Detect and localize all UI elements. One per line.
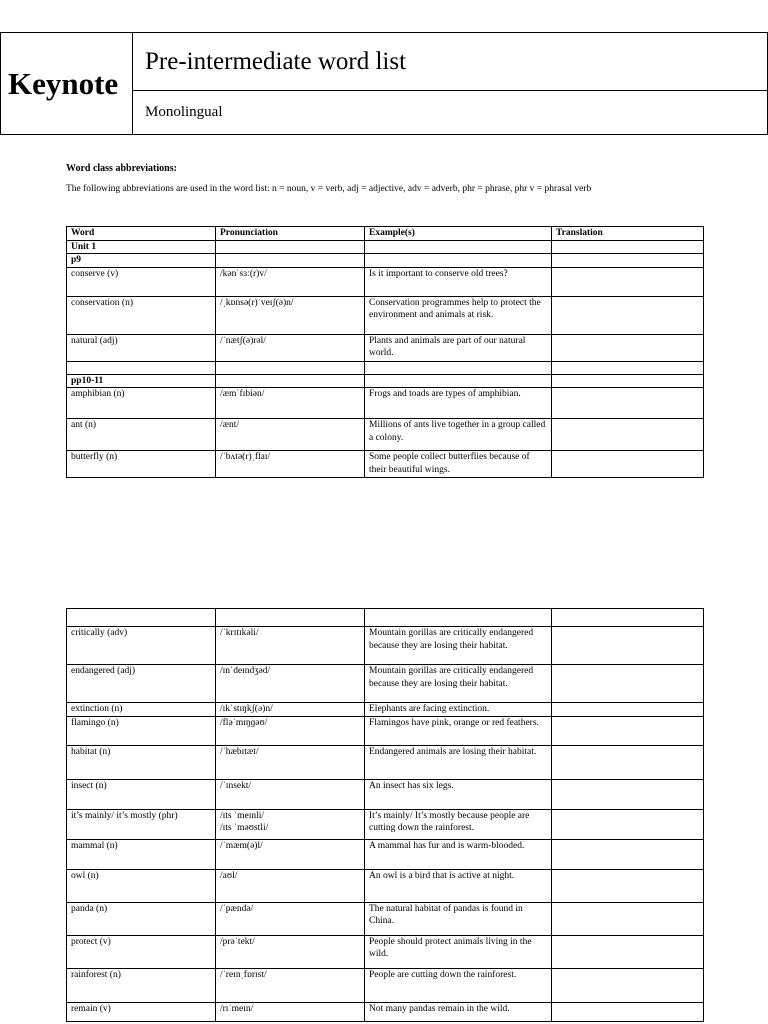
word-cell: ant (n) <box>67 419 216 451</box>
word-cell: owl (n) <box>67 869 216 902</box>
keynote-logo: Keynote <box>1 33 133 134</box>
translation-cell[interactable] <box>552 627 704 665</box>
word-cell: critically (adv) <box>67 627 216 665</box>
example-cell: The natural habitat of pandas is found in China. <box>365 902 552 935</box>
translation-cell[interactable] <box>552 902 704 935</box>
word-table-1 <box>66 226 704 478</box>
translation-cell[interactable] <box>552 839 704 869</box>
pronunciation-cell: /ˈbʌtə(r)ˌflaɪ/ <box>216 451 365 478</box>
table-row <box>67 419 704 451</box>
pronunciation-cell: /ænt/ <box>216 419 365 451</box>
word-cell: butterfly (n) <box>67 451 216 478</box>
example-cell: Not many pandas remain in the wild. <box>365 1002 552 1021</box>
example-cell: It’s mainly/ It’s mostly because people are cutting down the rainforest. <box>365 809 552 839</box>
table-row <box>67 627 704 665</box>
pronunciation-cell: /ɪnˈdeɪndʒəd/ <box>216 665 365 703</box>
example-cell: Millions of ants live together in a group called a colony. <box>365 419 552 451</box>
translation-cell[interactable] <box>552 1002 704 1021</box>
translation-cell[interactable] <box>552 935 704 968</box>
word-cell: insect (n) <box>67 779 216 809</box>
word-cell: amphibian (n) <box>67 388 216 419</box>
table-row <box>67 1002 704 1021</box>
example-cell: Mountain gorillas are critically endangered because they are losing their habitat. <box>365 627 552 665</box>
table-row <box>67 451 704 478</box>
table-row <box>67 267 704 296</box>
example-cell: People are cutting down the rainforest. <box>365 968 552 1002</box>
pronunciation-cell <box>216 809 365 839</box>
page-subtitle: Monolingual <box>145 104 223 120</box>
table-row <box>67 703 704 717</box>
table-row <box>67 809 704 839</box>
pronunciation-cell: /ɪkˈstɪŋkʃ(ə)n/ <box>216 703 365 717</box>
table-row <box>67 716 704 745</box>
abbreviations-text: The following abbreviations are used in the word list: n = noun, v = verb, adj = adjective, adv = adverb, phr = phrase, phr v = phrasal verb <box>66 184 592 194</box>
column-header-translation: Translation <box>552 227 704 241</box>
column-header-pronunciation: Pronunciation <box>216 227 365 241</box>
table-row <box>67 839 704 869</box>
pronunciation-cell: /ˈmæm(ə)l/ <box>216 839 365 869</box>
document-header <box>0 32 768 135</box>
word-cell: natural (adj) <box>67 334 216 361</box>
pronunciation-cell: /kənˈsɜː(r)v/ <box>216 267 365 296</box>
word-cell: endangered (adj) <box>67 665 216 703</box>
example-cell: Mountain gorillas are critically endangered because they are losing their habitat. <box>365 665 552 703</box>
word-cell: panda (n) <box>67 902 216 935</box>
table-row <box>67 902 704 935</box>
word-cell: conservation (n) <box>67 296 216 334</box>
translation-cell[interactable] <box>552 267 704 296</box>
word-table-2 <box>66 608 704 1022</box>
table-row <box>67 745 704 779</box>
spacer-row <box>67 609 704 627</box>
word-cell: mammal (n) <box>67 839 216 869</box>
example-cell: Frogs and toads are types of amphibian. <box>365 388 552 419</box>
translation-cell[interactable] <box>552 334 704 361</box>
section-row <box>67 374 704 388</box>
example-cell: Elephants are facing extinction. <box>365 703 552 717</box>
table-row <box>67 869 704 902</box>
translation-cell[interactable] <box>552 716 704 745</box>
column-header-examples: Example(s) <box>365 227 552 241</box>
example-cell: Some people collect butterflies because of their beautiful wings. <box>365 451 552 478</box>
spacer-row <box>67 361 704 374</box>
pronunciation-cell: /prəˈtekt/ <box>216 935 365 968</box>
table-row <box>67 779 704 809</box>
unit-row <box>67 240 704 254</box>
table-row <box>67 296 704 334</box>
example-cell: People should protect animals living in the wild. <box>365 935 552 968</box>
translation-cell[interactable] <box>552 419 704 451</box>
example-cell: An owl is a bird that is active at night. <box>365 869 552 902</box>
example-cell: A mammal has fur and is warm-blooded. <box>365 839 552 869</box>
table-row <box>67 388 704 419</box>
pronunciation-cell: /ˈreɪnˌfɒrɪst/ <box>216 968 365 1002</box>
word-cell: it’s mainly/ it’s mostly (phr) <box>67 809 216 839</box>
pronunciation-cell: /aʊl/ <box>216 869 365 902</box>
translation-cell[interactable] <box>552 779 704 809</box>
example-cell: Is it important to conserve old trees? <box>365 267 552 296</box>
translation-cell[interactable] <box>552 968 704 1002</box>
example-cell: An insect has six legs. <box>365 779 552 809</box>
section-label: pp10-11 <box>67 374 216 388</box>
word-cell: protect (v) <box>67 935 216 968</box>
table-row <box>67 334 704 361</box>
word-cell: extinction (n) <box>67 703 216 717</box>
pronunciation-cell: /ˌkɒnsə(r)ˈveɪʃ(ə)n/ <box>216 296 365 334</box>
section-label: p9 <box>67 254 216 268</box>
translation-cell[interactable] <box>552 665 704 703</box>
pronunciation-cell: /fləˈmɪŋɡəʊ/ <box>216 716 365 745</box>
unit-label: Unit 1 <box>67 240 216 254</box>
translation-cell[interactable] <box>552 388 704 419</box>
table-header-row <box>67 227 704 241</box>
pronunciation-cell: /ˈhæbɪtæt/ <box>216 745 365 779</box>
pronunciation-cell: /ˈɪnsekt/ <box>216 779 365 809</box>
table-row <box>67 968 704 1002</box>
pronunciation-cell: /ˈkrɪtɪkəli/ <box>216 627 365 665</box>
section-row <box>67 254 704 268</box>
abbreviations-heading: Word class abbreviations: <box>66 163 177 174</box>
pronunciation-line: /ɪts ˈməʊstli/ <box>220 823 269 833</box>
translation-cell[interactable] <box>552 745 704 779</box>
translation-cell[interactable] <box>552 703 704 717</box>
pronunciation-cell: /rɪˈmeɪn/ <box>216 1002 365 1021</box>
example-cell: Flamingos have pink, orange or red feathers. <box>365 716 552 745</box>
word-cell: conserve (v) <box>67 267 216 296</box>
translation-cell[interactable] <box>552 296 704 334</box>
translation-cell[interactable] <box>552 869 704 902</box>
pronunciation-cell: /ˈpændə/ <box>216 902 365 935</box>
word-cell: habitat (n) <box>67 745 216 779</box>
column-header-word: Word <box>67 227 216 241</box>
page-title: Pre-intermediate word list <box>133 33 767 91</box>
example-cell: Endangered animals are losing their habitat. <box>365 745 552 779</box>
example-cell: Conservation programmes help to protect the environment and animals at risk. <box>365 296 552 334</box>
pronunciation-cell: /ˈnætʃ(ə)rəl/ <box>216 334 365 361</box>
word-cell: flamingo (n) <box>67 716 216 745</box>
table-row <box>67 935 704 968</box>
translation-cell[interactable] <box>552 451 704 478</box>
word-cell: rainforest (n) <box>67 968 216 1002</box>
pronunciation-cell: /æmˈfɪbiən/ <box>216 388 365 419</box>
table-row <box>67 665 704 703</box>
example-cell: Plants and animals are part of our natural world. <box>365 334 552 361</box>
translation-cell[interactable] <box>552 809 704 839</box>
pronunciation-line: /ɪts ˈmeɪnli/ <box>220 810 265 821</box>
word-cell: remain (v) <box>67 1002 216 1021</box>
